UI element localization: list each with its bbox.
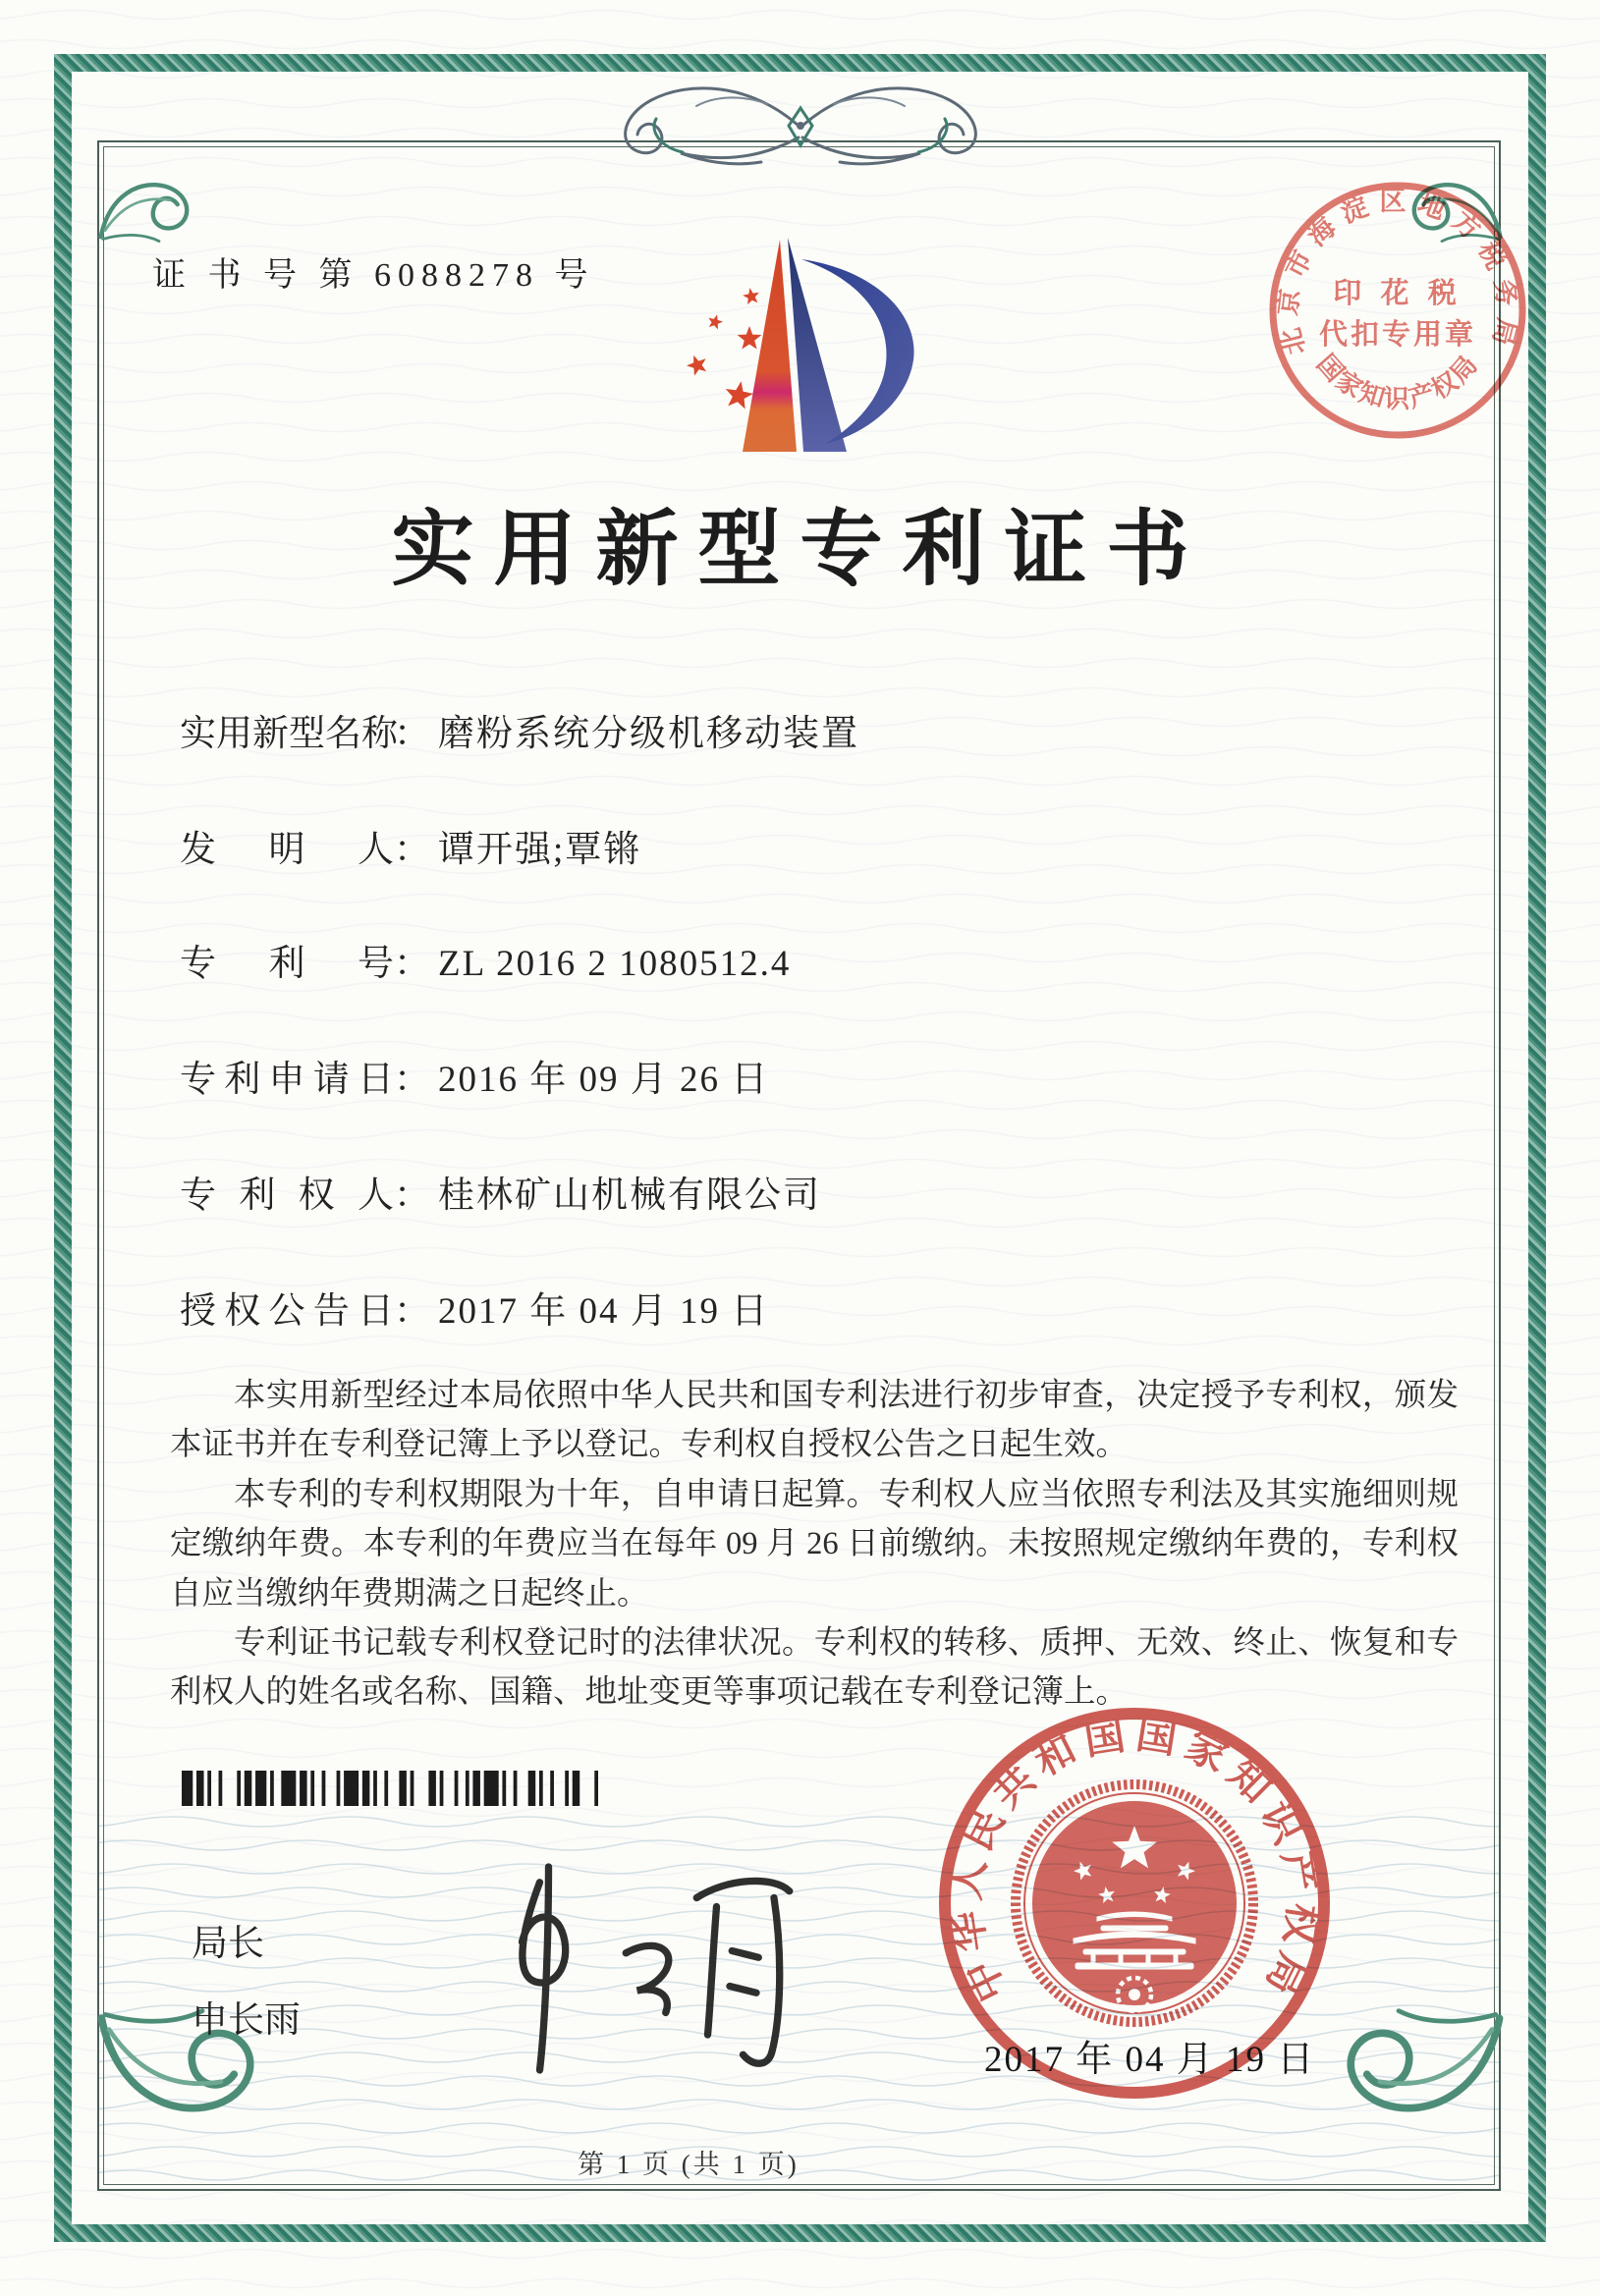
tax-stamp-line1: 印 花 税 bbox=[1333, 278, 1462, 309]
field-value: 磨粉系统分级机移动装置 bbox=[438, 714, 859, 754]
national-emblem bbox=[1016, 1784, 1253, 2022]
tax-stamp-top-text: 北京市海淀区地方税务局 bbox=[1272, 186, 1523, 358]
grant-date-under-seal: 2017 年 04 月 19 日 bbox=[984, 2040, 1316, 2080]
field-value: ZL 2016 2 1080512.4 bbox=[438, 944, 792, 984]
field-colon: ： bbox=[394, 830, 430, 870]
field-row bbox=[180, 1049, 769, 1102]
field-label: 专利号 bbox=[180, 944, 394, 984]
barcode bbox=[182, 1771, 598, 1806]
field-row bbox=[180, 1281, 769, 1334]
seal-ring-text: 中华人民共和国国家知识产权局 bbox=[942, 1711, 1327, 2009]
officer-name: 申长雨 bbox=[192, 1999, 301, 2040]
body-paragraph: 专利证书记载专利权登记时的法律状况。专利权的转移、质押、无效、终止、恢复和专利权人的姓名或名称、国籍、地址变更等事项记载在专利登记簿上。 bbox=[170, 1624, 1459, 1711]
field-row bbox=[180, 1165, 821, 1218]
field-row bbox=[180, 703, 859, 756]
field-value: 谭开强;覃锵 bbox=[438, 830, 642, 870]
corner-flourish-icon bbox=[1324, 2003, 1511, 2190]
field-colon: ： bbox=[394, 1060, 430, 1100]
field-label: 专利申请日 bbox=[180, 1060, 394, 1100]
body-paragraph: 本专利的专利权期限为十年，自申请日起算。专利权人应当依照专利法及其实施细则规定缴纳年费。本专利的年费应当在每年 09 月 26 日前缴纳。未按照规定缴纳年费的，专利权自应当缴纳年费期满之日起终止。 bbox=[170, 1476, 1459, 1612]
cnipa-logo bbox=[678, 224, 943, 465]
tax-stamp-seal bbox=[1255, 165, 1540, 460]
field-label: 发明人 bbox=[180, 830, 394, 870]
director-signature bbox=[447, 1858, 800, 2079]
field-value: 2017 年 04 月 19 日 bbox=[438, 1291, 770, 1332]
field-value: 2016 年 09 月 26 日 bbox=[438, 1060, 770, 1100]
field-row bbox=[180, 933, 791, 986]
body-paragraph: 本实用新型经过本局依照中华人民共和国专利法进行初步审查，决定授予专利权，颁发本证书并在专利登记簿上予以登记。专利权自授权公告之日起生效。 bbox=[170, 1378, 1459, 1463]
tax-stamp-bottom-text: 国家知识产权局 bbox=[1310, 349, 1485, 413]
certificate-number: 证 书 号 第 6088278 号 bbox=[152, 257, 595, 294]
svg-text:国家知识产权局 bbox=[1311, 350, 1484, 413]
top-scrollwork-ornament bbox=[535, 65, 1066, 181]
legal-body-text bbox=[170, 1371, 1459, 1718]
page-number-footer: 第 1 页 (共 1 页) bbox=[578, 2150, 800, 2179]
field-label: 专利权人 bbox=[180, 1175, 394, 1216]
field-colon: ： bbox=[394, 714, 430, 754]
certificate-title: 实用新型专利证书 bbox=[391, 505, 1209, 596]
officer-title: 局长 bbox=[192, 1923, 264, 1963]
field-label: 实用新型名称 bbox=[180, 714, 398, 754]
field-value: 桂林矿山机械有限公司 bbox=[438, 1175, 821, 1216]
field-colon: ： bbox=[394, 944, 430, 984]
tax-stamp-line2: 代扣专用章 bbox=[1318, 319, 1477, 351]
field-colon: ： bbox=[394, 1175, 430, 1216]
field-label: 授权公告日 bbox=[180, 1291, 394, 1332]
corner-flourish-icon bbox=[94, 137, 202, 246]
field-row bbox=[180, 819, 641, 872]
field-colon: ： bbox=[394, 1291, 430, 1332]
